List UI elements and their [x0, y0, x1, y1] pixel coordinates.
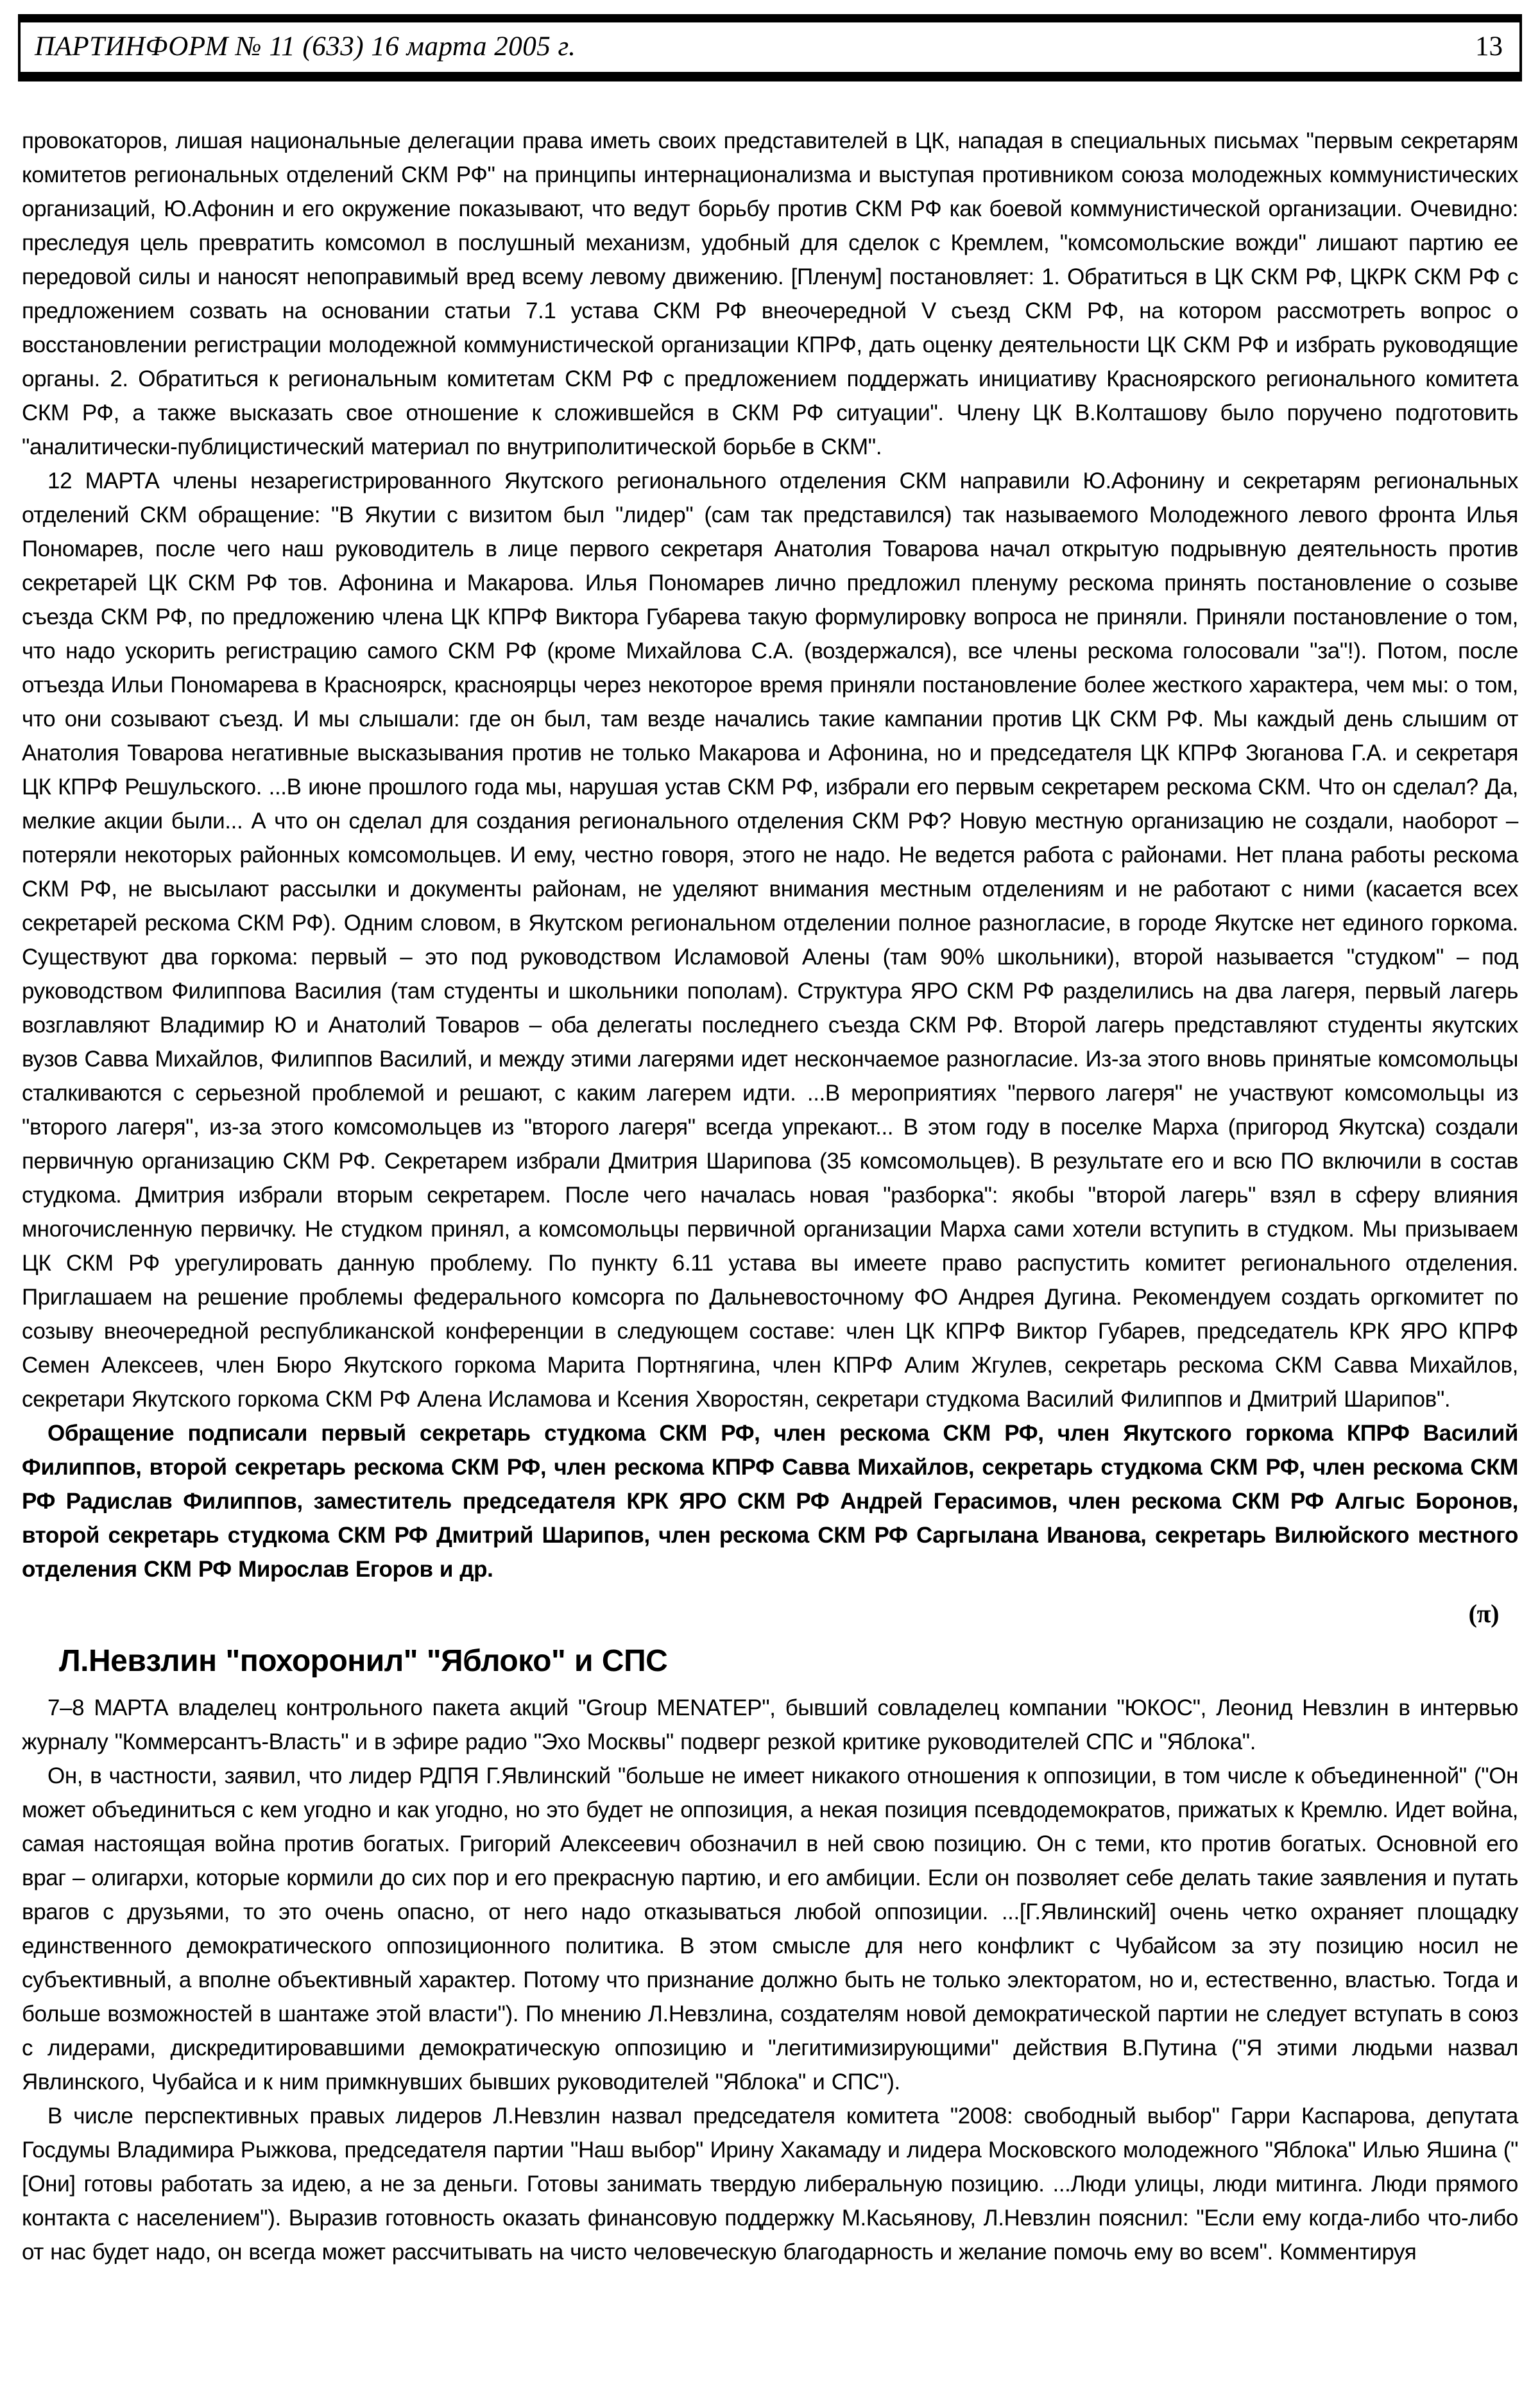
- paragraph-plenum-resolution: провокаторов, лишая национальные делегации права иметь своих представителей в ЦК, нападая в специальных письмах "первым секретарям комитетов региональных отделений СКМ РФ" на принципы интернационализма и выступая противником союза молодежных коммунистических организаций, Ю.Афонин и его окружение показывают, что ведут борьбу против СКМ РФ как боевой коммунистической организации. Очевидно: преследуя цель превратить комсомол в послушный механизм, удобный для сделок с Кремлем, "комсомольские вожди" лишают партию ее передовой силы и наносят непоправимый вред всему левому движению. [Пленум] постановляет: 1. Обратиться в ЦК СКМ РФ, ЦКРК СКМ РФ с предложением созвать на основании статьи 7.1 устава СКМ РФ внеочередной V съезд СКМ РФ, на котором рассмотреть вопрос о восстановлении регистрации молодежной коммунистической организации КПРФ, дать оценку деятельности ЦК СКМ РФ и избрать руководящие органы. 2. Обратиться к региональным комитетам СКМ РФ с предложением поддержать инициативу Красноярского регионального комитета СКМ РФ, а также высказать свое отношение к сложившейся в СКМ РФ ситуации". Члену ЦК В.Колташову было поручено подготовить "аналитически-публицистический материал по внутриполитической борьбе в СКМ".: [22, 128, 1518, 460]
- page-header: [18, 14, 1522, 81]
- section-end-mark: (π): [1468, 1599, 1499, 1629]
- article-title-nevzlin: Л.Невзлин "похоронил" "Яблоко" и СПС: [59, 1644, 668, 1679]
- paragraph-nevzlin-leaders: В числе перспективных правых лидеров Л.Невзлин назвал председателя комитета "2008: свободный выбор" Гарри Каспарова, депутата Госдумы Владимира Рыжкова, председателя партии "Наш выбор" Ирину Хакамаду и лидера Московского молодежного "Яблока" Илью Яшина ("[Они] готовы работать за идею, а не за деньги. Готовы занимать твердую либеральную позицию. ...Люди улицы, люди митинга. Люди прямого контакта с населением"). Выразив готовность оказать финансовую поддержку М.Касьянову, Л.Невзлин пояснил: "Если ему когда-либо что-либо от нас будет надо, он всегда может рассчитывать на чисто человеческую благодарность и желание помочь ему во всем". Комментируя: [22, 2104, 1518, 2265]
- journal-title: ПАРТИНФОРМ № 11 (633) 16 марта 2005 г.: [35, 31, 576, 62]
- paragraph-nevzlin-intro: 7–8 МАРТА владелец контрольного пакета акций "Group MENATEP", бывший совладелец компании "ЮКОС", Леонид Невзлин в интервью журналу "Коммерсантъ-Власть" и в эфире радио "Эхо Москвы" подверг резкой критике руководителей СПС и "Яблока".: [22, 1695, 1518, 1755]
- paragraph-signatories: Обращение подписали первый секретарь студкома СКМ РФ, член рескома СКМ РФ, член Якутского горкома КПРФ Василий Филиппов, второй секретарь рескома СКМ РФ, член рескома КПРФ Савва Михайлов, секретарь студкома СКМ РФ, член рескома СКМ РФ Радислав Филиппов, заместитель председателя КРК ЯРО СКМ РФ Андрей Герасимов, член рескома СКМ РФ Алгыс Боронов, второй секретарь студкома СКМ РФ Дмитрий Шарипов, член рескома СКМ РФ Саргылана Иванова, секретарь Вилюйского местного отделения СКМ РФ Мирослав Егоров и др.: [22, 1421, 1518, 1582]
- page-number: 13: [1475, 31, 1503, 62]
- paragraph-nevzlin-yavlinsky: Он, в частности, заявил, что лидер РДПЯ Г.Явлинский "больше не имеет никакого отношения к оппозиции, в том числе к объединенной" ("Он может объединиться с кем угодно и как угодно, но это будет не оппозиция, а некая позиция псевдодемократов, прижатых к Кремлю. Идет война, самая настоящая война против богатых. Григорий Алексеевич обозначил в ней свою позицию. Он с теми, кто против богатых. Основной его враг – олигархи, которые кормили до сих пор и его прекрасную партию, и его амбиции. Если он позволяет себе делать такие заявления и путать врагов с друзьями, то это очень опасно, от него надо отказываться любой оппозиции. ...[Г.Явлинский] очень четко охраняет площадку единственного демократического оппозиционного политика. В этом смысле для него конфликт с Чубайсом за эту позицию носил не субъективный, а вполне объективный характер. Потому что признание должно быть не только электоратом, но и, естественно, властью. Тогда и больше возможностей в шантаже этой власти"). По мнению Л.Невзлина, создателям новой демократической партии не следует вступать в союз с лидерами, дискредитировавшими демократическую оппозицию и "легитимизирующими" действия В.Путина ("Я этими людьми назвал Явлинского, Чубайса и к ним примкнувших бывших руководителей "Яблока" и СПС").: [22, 1763, 1518, 2095]
- article-body: [18, 124, 1522, 2269]
- paragraph-yakutia-appeal: 12 МАРТА члены незарегистрированного Якутского регионального отделения СКМ направили Ю.Афонину и секретарям региональных отделений СКМ обращение: "В Якутии с визитом был "лидер" (сам так представился) так называемого Молодежного левого фронта Илья Пономарев, после чего наш руководитель в лице первого секретаря Анатолия Товарова начал открытую подрывную деятельность против секретарей ЦК СКМ РФ тов. Афонина и Макарова. Илья Пономарев лично предложил пленуму рескома принять постановление о созыве съезда СКМ РФ, по предложению члена ЦК КПРФ Виктора Губарева такую формулировку вопроса не приняли. Приняли постановление о том, что надо ускорить регистрацию самого СКМ РФ (кроме Михайлова С.А. (воздержался), все члены рескома голосовали "за"!). Потом, после отъезда Ильи Пономарева в Красноярск, красноярцы через некоторое время приняли постановление более жесткого характера, чем мы: о том, что они созывают съезд. И мы слышали: где он был, там везде начались такие кампании против ЦК СКМ РФ. Мы каждый день слышим от Анатолия Товарова негативные высказывания против не только Макарова и Афонина, но и председателя ЦК КПРФ Зюганова Г.А. и секретаря ЦК КПРФ Решульского. ...В июне прошлого года мы, нарушая устав СКМ РФ, избрали его первым секретарем рескома СКМ. Что он сделал? Да, мелкие акции были... А что он сделал для создания регионального отделения СКМ РФ? Новую местную организацию не создали, наоборот – потеряли некоторых районных комсомольцев. И ему, честно говоря, этого не надо. Не ведется работа с районами. Нет плана работы рескома СКМ РФ, не высылают рассылки и документы районам, не уделяют внимания местным отделениям и не работают с ними (касается всех секретарей рескома СКМ РФ). Одним словом, в Якутском региональном отделении полное разногласие, в городе Якутске нет единого горкома. Существуют два горкома: первый – это под руководством Исламовой Алены (там 90% школьники), второй называется "студком" – под руководством Филиппова Василия (там студенты и школьники пополам). Структура ЯРО СКМ РФ разделились на два лагеря, первый лагерь возглавляют Владимир Ю и Анатолий Товаров – оба делегаты последнего съезда СКМ РФ. Второй лагерь представляют студенты якутских вузов Савва Михайлов, Филиппов Василий, и между этими лагерями идет нескончаемое разногласие. Из-за этого вновь принятые комсомольцы сталкиваются с серьезной проблемой и решают, с каким лагерем идти. ...В мероприятиях "первого лагеря" не участвуют комсомольцы из "второго лагеря", из-за этого комсомольцев из "второго лагеря" всегда упрекают... В этом году в поселке Марха (пригород Якутска) создали первичную организацию СКМ РФ. Секретарем избрали Дмитрия Шарипова (35 комсомольцев). В результате его и всю ПО включили в состав студкома. Дмитрия избрали вторым секретарем. После чего началась новая "разборка": якобы "второй лагерь" взял в сферу влияния многочисленную первичку. Не студком принял, а комсомольцы первичной организации Марха сами хотели вступить в студком. Мы призываем ЦК СКМ РФ урегулировать данную проблему. По пункту 6.11 устава вы имеете право распустить комитет регионального отделения. Приглашаем на решение проблемы федерального комсорга по Дальневосточному ФО Андрея Дугина. Рекомендуем создать оргкомитет по созыву внеочередной республиканской конференции в следующем составе: член ЦК КПРФ Виктор Губарев, председатель КРК ЯРО КПРФ Семен Алексеев, член Бюро Якутского горкома Марита Портнягина, член КПРФ Алим Жгулев, секретарь рескома СКМ Савва Михайлов, секретари Якутского горкома СКМ РФ Алена Исламова и Ксения Хворостян, секретари студкома Василий Филиппов и Дмитрий Шарипов".: [22, 468, 1518, 1412]
